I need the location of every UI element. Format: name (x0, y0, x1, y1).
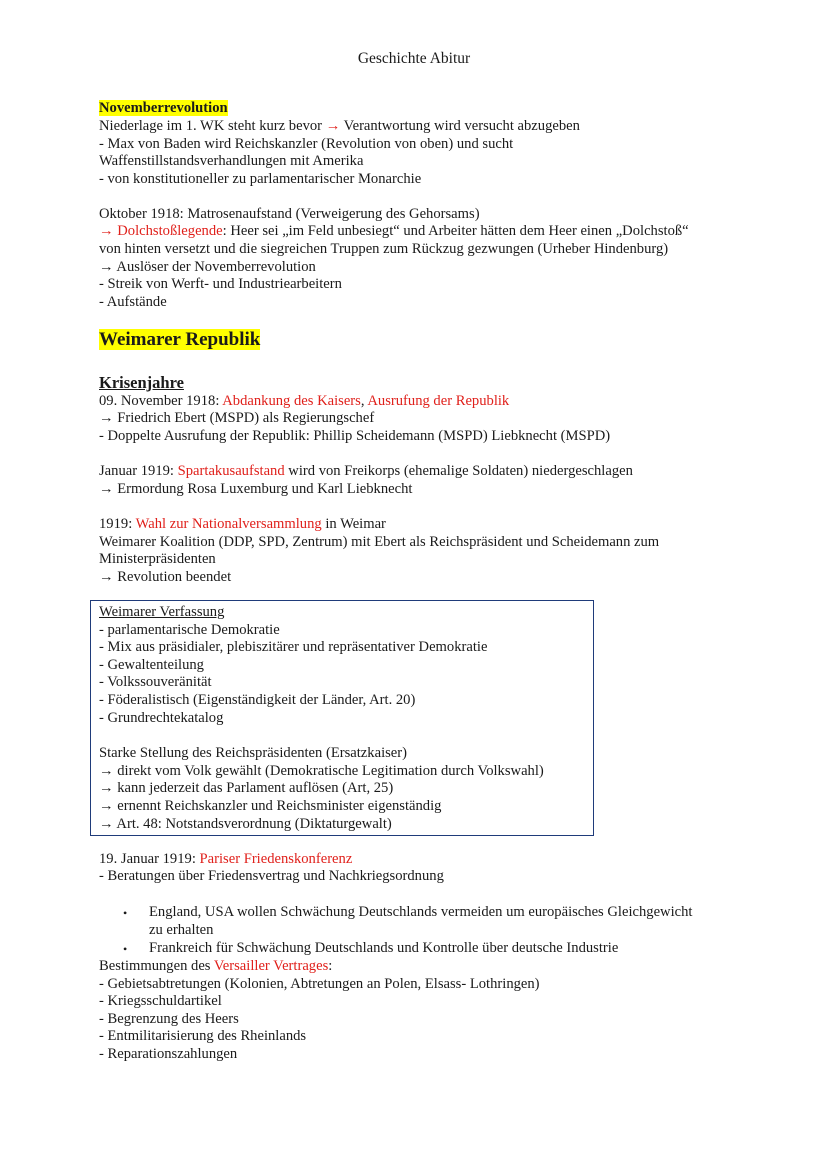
text-line: - Max von Baden wird Reichskanzler (Revolution von oben) und sucht (99, 136, 514, 152)
list-item: - Begrenzung des Heers (99, 1011, 239, 1027)
arrow-icon: → (99, 780, 114, 796)
list-item: - Grundrechtekatalog (99, 710, 224, 726)
bullet-item: Frankreich für Schwächung Deutschlands und Kontrolle über deutsche Industrie (149, 940, 619, 956)
text-line: - von konstitutioneller zu parlamentarischer Monarchie (99, 171, 422, 187)
arrow-icon: → (99, 569, 114, 585)
list-item: - Mix aus präsidialer, plebiszitärer und repräsentativer Demokratie (99, 639, 488, 655)
list-item: - Volkssouveränität (99, 674, 212, 690)
text-line: → Dolchstoßlegende: Heer sei „im Feld unbesiegt“ und Arbeiter hätten dem Heer einen „Dolchstoß“ (99, 223, 689, 239)
list-item: → Art. 48: Notstandsverordnung (Diktaturgewalt) (99, 816, 392, 832)
text-line: 09. November 1918: Abdankung des Kaisers, Ausrufung der Republik (99, 393, 510, 409)
arrow-icon: → (99, 816, 114, 832)
verfassung-heading: Weimarer Verfassung (99, 604, 225, 620)
text-line: von hinten versetzt und die siegreichen Truppen zum Rückzug gezwungen (Urheber Hindenburg) (99, 241, 669, 257)
text-line: - Aufstände (99, 294, 167, 310)
text-line: - Doppelte Ausrufung der Republik: Phillip Scheidemann (MSPD) Liebknecht (MSPD) (99, 428, 611, 444)
bullet-icon: • (123, 906, 128, 920)
text-line: 1919: Wahl zur Nationalversammlung in Weimar (99, 516, 386, 532)
text-line: Waffenstillstandsverhandlungen mit Amerika (99, 153, 364, 169)
list-item: → direkt vom Volk gewählt (Demokratische Legitimation durch Volkswahl) (99, 763, 544, 779)
list-item: - Föderalistisch (Eigenständigkeit der Länder, Art. 20) (99, 692, 416, 708)
arrow-icon: → (99, 410, 114, 426)
text-line: Oktober 1918: Matrosenaufstand (Verweigerung des Gehorsams) (99, 206, 480, 222)
list-item: - Gewaltenteilung (99, 657, 204, 673)
list-item: → kann jederzeit das Parlament auflösen (Art, 25) (99, 780, 394, 796)
text-line: Starke Stellung des Reichspräsidenten (Ersatzkaiser) (99, 745, 407, 761)
arrow-icon: → (99, 763, 114, 779)
bullet-item: England, USA wollen Schwächung Deutschlands vermeiden um europäisches Gleichgewicht (149, 904, 693, 920)
text-line: - Streik von Werft- und Industriearbeitern (99, 276, 342, 292)
arrow-icon: → (99, 798, 114, 814)
list-item: - Kriegsschuldartikel (99, 993, 222, 1009)
arrow-icon: → (99, 223, 114, 239)
list-item: → ernennt Reichskanzler und Reichsminister eigenständig (99, 798, 442, 814)
text-line: Bestimmungen des Versailler Vertrages: (99, 958, 333, 974)
bullet-item-continued: zu erhalten (149, 922, 214, 938)
text-line: 19. Januar 1919: Pariser Friedenskonferenz (99, 851, 353, 867)
arrow-icon: → (99, 481, 114, 497)
text-line: → Ermordung Rosa Luxemburg und Karl Liebknecht (99, 481, 413, 497)
section-heading-weimarer-republik: Weimarer Republik (99, 329, 261, 350)
list-item: - Entmilitarisierung des Rheinlands (99, 1028, 307, 1044)
arrow-icon: → (99, 259, 114, 275)
text-line: Niederlage im 1. WK steht kurz bevor → Verantwortung wird versucht abzugeben (99, 118, 580, 134)
list-item: - Gebietsabtretungen (Kolonien, Abtretungen an Polen, Elsass- Lothringen) (99, 976, 540, 992)
list-item: - Reparationszahlungen (99, 1046, 238, 1062)
page-title: Geschichte Abitur (357, 50, 471, 67)
text-line: → Friedrich Ebert (MSPD) als Regierungschef (99, 410, 375, 426)
text-line: - Beratungen über Friedensvertrag und Nachkriegsordnung (99, 868, 444, 884)
subheading-krisenjahre: Krisenjahre (99, 373, 184, 392)
list-item: - parlamentarische Demokratie (99, 622, 280, 638)
text-line: Januar 1919: Spartakusaufstand wird von Freikorps (ehemalige Soldaten) niedergeschlagen (99, 463, 633, 479)
text-line: Ministerpräsidenten (99, 551, 216, 567)
arrow-icon: → (325, 118, 341, 134)
text-line: → Auslöser der Novemberrevolution (99, 259, 316, 275)
text-line: Weimarer Koalition (DDP, SPD, Zentrum) mit Ebert als Reichspräsident und Scheidemann zum (99, 534, 660, 550)
bullet-icon: • (123, 942, 128, 956)
section-heading-novemberrevolution: Novemberrevolution (99, 100, 228, 116)
text-line: → Revolution beendet (99, 569, 232, 585)
